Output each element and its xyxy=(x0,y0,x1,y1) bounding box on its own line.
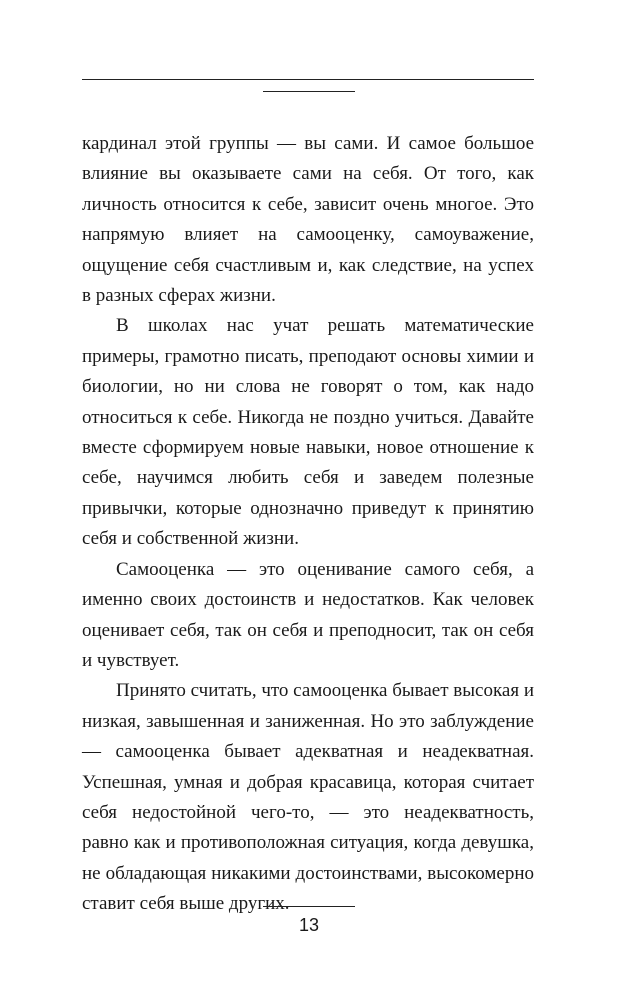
paragraph-2: В школах нас учат решать математические примеры, грамотно писать, преподают основы химии и биологии, но ни слова не говорят о том, как надо относиться к себе. Никогда не поздно учиться. Давайте вместе сформируем новые навыки, новое отношение к себе, научимся любить себя и заведем полезные привычки, которые однозначно приведут к принятию себя и собственной жизни. xyxy=(82,315,534,550)
header-rule xyxy=(82,79,534,80)
header-short-rule xyxy=(263,91,355,92)
body-text xyxy=(82,129,534,920)
page-number: 13 xyxy=(298,915,320,935)
paragraph-4: Принято считать, что самооценка бывает высокая и низкая, завышенная и заниженная. Но это заблуждение — самооценка бывает адекватная и неадекватная. Успешная, умная и добрая красавица, которая считает себя недостойной чего-то, — это неадекватность, равно как и противоположная ситуация, когда девушка, не обладающая никакими достоинствами, высокомерно ставит себя выше других. xyxy=(82,680,534,915)
paragraph-1: кардинал этой группы — вы сами. И самое большое влияние вы оказываете сами на себя. От того, как личность относится к себе, зависит очень многое. Это напрямую влияет на самооценку, самоуважение, ощущение себя счастливым и, как следствие, на успех в разных сферах жизни. xyxy=(82,133,534,307)
footer-rule xyxy=(263,906,355,907)
paragraph-3: Самооценка — это оценивание самого себя, а именно своих достоинств и недостатков. Как человек оценивает себя, так он себя и преподносит, так он себя и чувствует. xyxy=(82,558,534,671)
